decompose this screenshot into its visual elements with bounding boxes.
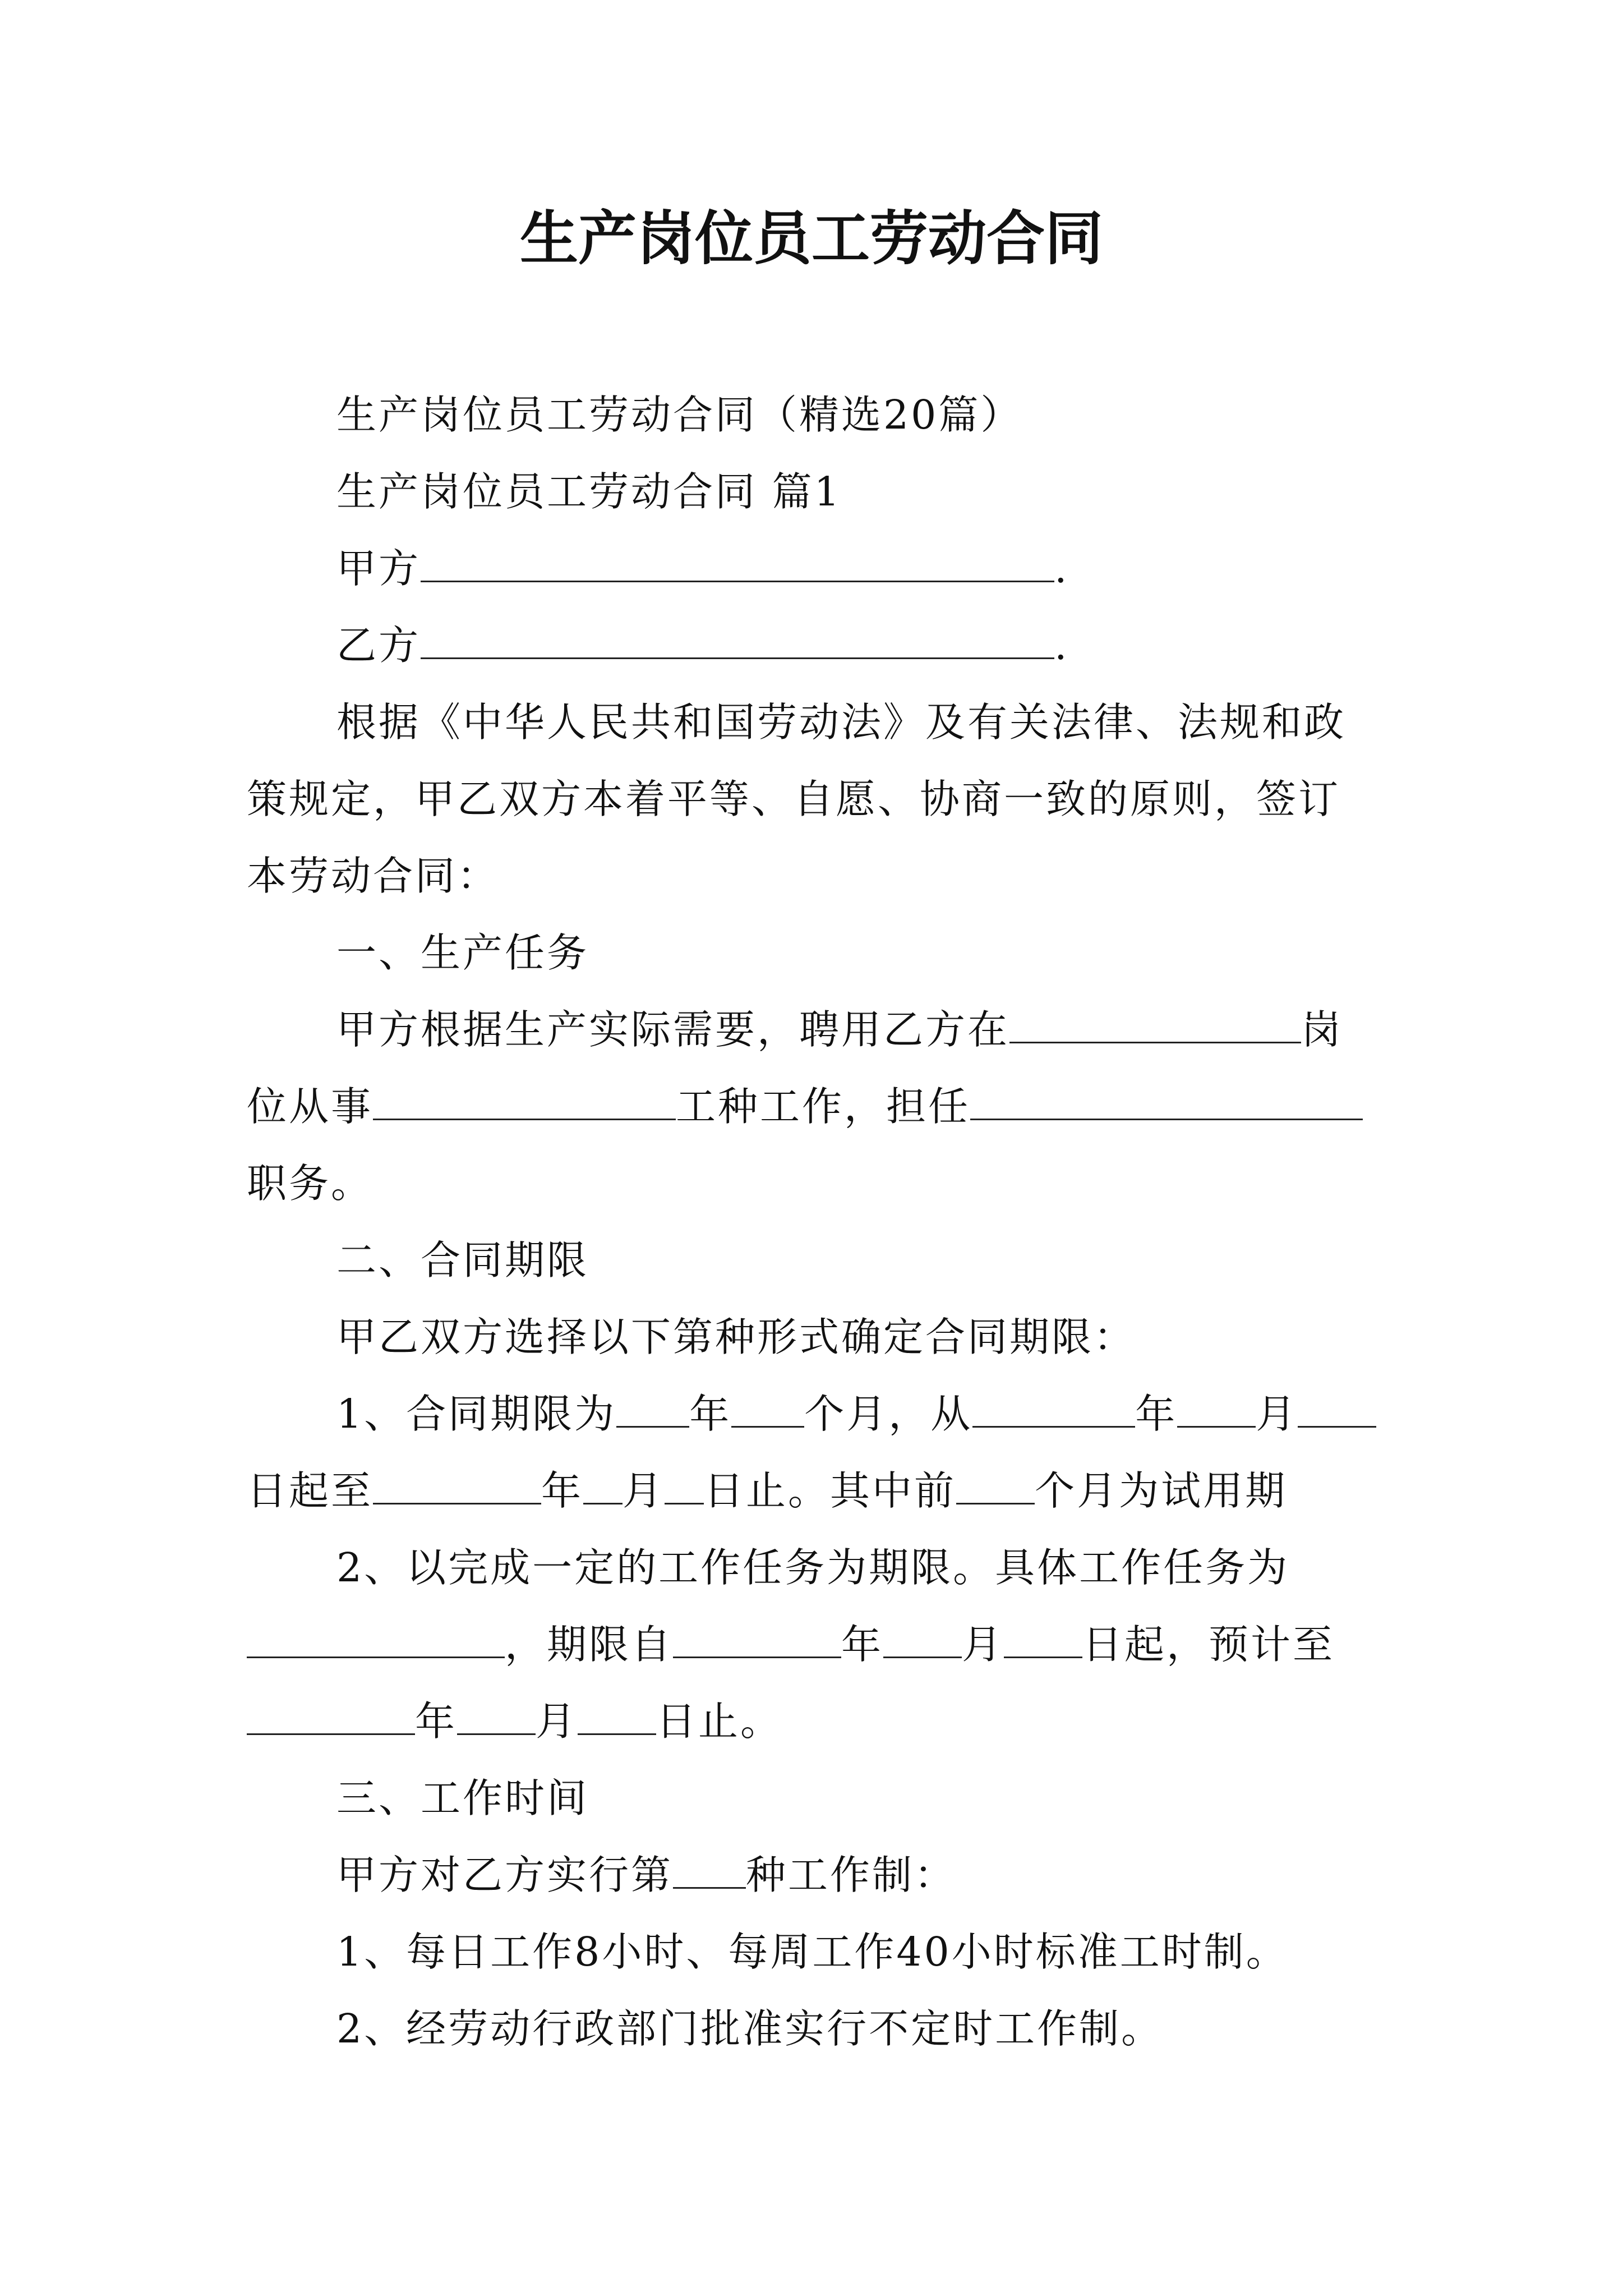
work-system-blank — [673, 1848, 746, 1889]
s3-text-2: 种工作制： — [746, 1852, 957, 1898]
section-heading: 生产岗位员工劳动合同 篇1 — [336, 468, 842, 515]
job-type-blank — [373, 1079, 676, 1120]
years-blank — [616, 1387, 689, 1428]
intro-line-3: 本劳动合同： — [247, 853, 500, 899]
party-a-label: 甲方 — [336, 545, 421, 592]
s3-text-1: 甲方对乙方实行第 — [336, 1852, 674, 1898]
s2-o2-text-g: 日止。 — [656, 1698, 783, 1745]
intro-line-2: 策规定，甲乙双方本着平等、自愿、协商一致的原则，签订 — [247, 776, 1341, 822]
s2-o2-text-e: 年 — [415, 1698, 458, 1745]
end-day-blank — [665, 1464, 704, 1504]
s2-o1-text-b: 年 — [689, 1391, 732, 1437]
section-3-item-2: 2、经劳动行政部门批准实行不定时工作制。 — [336, 2005, 1164, 2052]
section-2-option-1-line-2 — [247, 1463, 1287, 1519]
section-3-heading: 三、工作时间 — [336, 1775, 589, 1821]
s2-o2-text-c: 月 — [962, 1621, 1004, 1668]
s1-text-4: 工种工作，担任 — [676, 1083, 971, 1130]
section-1-line-1 — [336, 1002, 1343, 1058]
party-a-line — [336, 541, 1069, 597]
document-subtitle: 生产岗位员工劳动合同（精选20篇） — [336, 392, 1023, 438]
section-1-line-3: 职务。 — [247, 1160, 374, 1207]
section-3-intro — [336, 1847, 956, 1903]
s2-o1-text-j: 个月为试用期 — [1035, 1467, 1288, 1514]
months-blank — [731, 1387, 804, 1428]
s2-o2-text-a: ，期限自 — [505, 1621, 674, 1668]
section-2-option-1-line-1 — [336, 1386, 1376, 1442]
section-2-option-2-line-2 — [247, 1617, 1335, 1673]
s1-text-2: 岗 — [1301, 1006, 1344, 1053]
s2-o1-text-g: 年 — [541, 1467, 584, 1514]
s2-o1-text-e: 月 — [1256, 1391, 1298, 1437]
s2-o1-text-d: 年 — [1135, 1391, 1178, 1437]
intro-line-1: 根据《中华人民共和国劳动法》及有关法律、法规和政 — [336, 699, 1347, 746]
document-title: 生产岗位员工劳动合同 — [519, 204, 1103, 273]
from-month-blank — [883, 1617, 962, 1658]
s2-o1-text-i: 日止。其中前 — [704, 1467, 957, 1514]
section-2-intro: 甲乙双方选择以下第种形式确定合同期限： — [336, 1314, 1136, 1360]
s2-o1-text-c: 个月，从 — [804, 1391, 973, 1437]
to-day-blank — [578, 1694, 656, 1735]
party-b-blank — [421, 618, 1054, 659]
start-month-blank — [1177, 1387, 1256, 1428]
party-b-end: . — [1054, 622, 1069, 669]
party-a-end: . — [1054, 545, 1069, 592]
section-3-item-1: 1、每日工作8小时、每周工作40小时标准工时制。 — [336, 1929, 1288, 1975]
section-2-option-2-line-1: 2、以完成一定的工作任务为期限。具体工作任务为 — [336, 1544, 1290, 1591]
task-blank — [247, 1617, 505, 1658]
end-month-blank — [583, 1464, 623, 1504]
s1-text-1: 甲方根据生产实际需要，聘用乙方在 — [336, 1006, 1010, 1053]
section-2-heading: 二、合同期限 — [336, 1237, 589, 1283]
from-day-blank — [1004, 1617, 1082, 1658]
s1-text-3: 位从事 — [247, 1083, 374, 1130]
section-1-line-2 — [247, 1079, 1363, 1135]
party-a-blank — [421, 541, 1054, 582]
to-year-blank — [247, 1694, 415, 1735]
party-b-line — [336, 618, 1069, 674]
from-year-blank — [673, 1617, 841, 1658]
position-blank — [1009, 1002, 1301, 1043]
start-year-blank — [972, 1387, 1135, 1428]
s2-o1-text-h: 月 — [623, 1467, 665, 1514]
section-2-option-2-line-3 — [247, 1694, 782, 1750]
party-b-label: 乙方 — [336, 622, 421, 669]
probation-months-blank — [956, 1464, 1035, 1504]
end-year-blank — [373, 1464, 541, 1504]
section-1-heading: 一、生产任务 — [336, 930, 589, 976]
s2-o2-text-f: 月 — [536, 1698, 578, 1745]
s2-o2-text-d: 日起，预计至 — [1082, 1621, 1335, 1668]
to-month-blank — [457, 1694, 536, 1735]
s2-o2-text-b: 年 — [841, 1621, 884, 1668]
s2-o1-text-f: 日起至 — [247, 1467, 374, 1514]
start-day-blank — [1298, 1387, 1376, 1428]
s2-o1-text-a: 1、合同期限为 — [336, 1391, 617, 1437]
title-blank — [970, 1079, 1363, 1120]
